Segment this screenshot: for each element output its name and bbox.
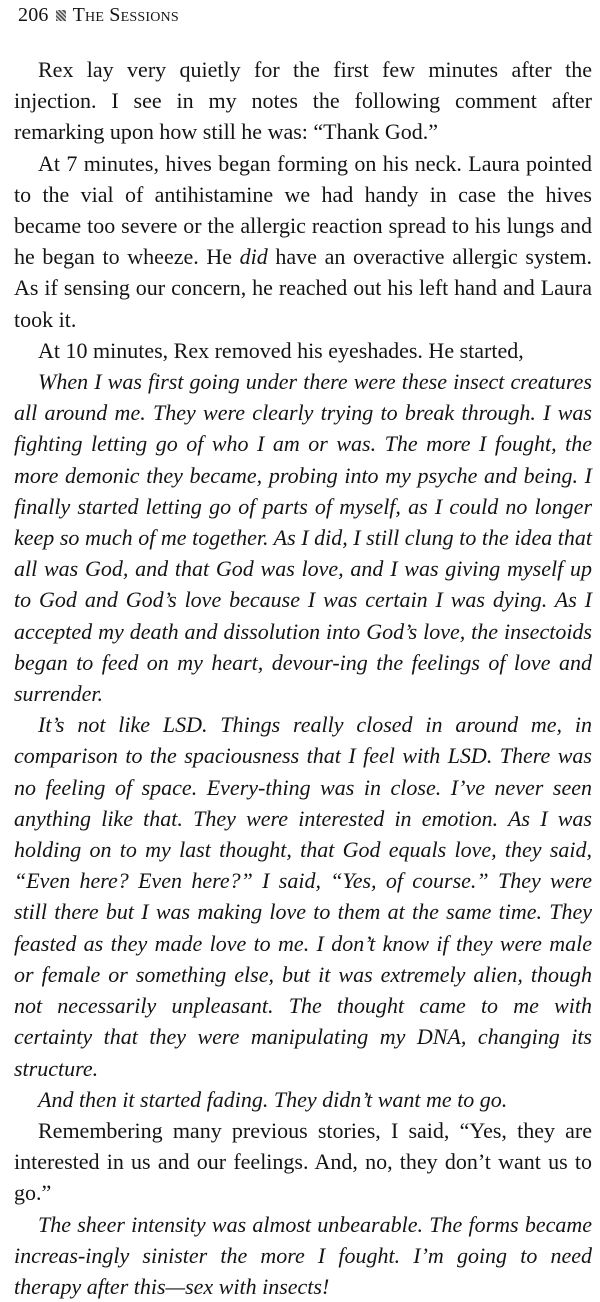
page-number: 206 (18, 3, 49, 26)
paragraph-not-like-lsd: It’s not like LSD. Things really closed in around me, in comparison to the spaciousness that I feel with LSD. There was no feeling of space. Every-thing was in close. I’ve never seen anything like that. They were interested in emotion. As I was holding on to my last thought, that God equals love, they said, “Even here? Even here?” I said, “Yes, of course.” They were still there but I was making love to them at the same time. They feasted as they made love to me. I don’t know if they were male or female or something else, but it was extremely alien, though not necessarily unpleasant. The thought came to me with certainty that they were manipulating my DNA, changing its structure. (14, 712, 592, 1081)
paragraph-intensity: The sheer intensity was almost unbearable. The forms became increas-ingly sinister the more I fought. I’m going to need therapy after this—sex with insects! (14, 1211, 592, 1299)
paragraph-eyeshades: At 10 minutes, Rex removed his eyeshades. He started, (38, 337, 524, 363)
paragraph-injection: Rex lay very quietly for the first few minutes after the injection. I see in my notes the following comment after remarking upon how still he was: “Thank God.” (14, 57, 592, 145)
paragraph-fading: And then it started fading. They didn’t want me to go. (38, 1086, 508, 1112)
paragraph-insect-creatures: When I was first going under there were these insect creatures all around me. They were clearly trying to break through. I was fighting letting go of who I am or was. The more I fought, the more demonic they became, probing into my psyche and being. I finally started letting go of parts of myself, as I could no longer keep so much of me together. As I did, I still clung to the idea that all was God, and that God was love, and I was giving myself up to God and God’s love because I was certain I was dying. As I accepted my death and dissolution into God’s love, the insectoids began to feed on my heart, devour-ing the feelings of love and surrender. (14, 369, 592, 707)
paragraph-hives (14, 148, 592, 335)
paragraph-hives-emphasis: did (239, 244, 268, 270)
paragraph-previous-stories: Remembering many previous stories, I said, “Yes, they are interested in us and our feelings. And, no, they don’t want us to go.” (14, 1117, 592, 1206)
paragraph-hives-text-start: At 7 minutes, hives began forming on his neck. Laura pointed to the vial of antihistamine we had handy in case the hives became too severe or the allergic reaction spread to his lungs and he began to wheeze. He (14, 150, 592, 270)
running-title: The Sessions (72, 3, 179, 26)
running-header (18, 2, 179, 28)
body-text (14, 54, 592, 1302)
square-ornament-icon (56, 10, 66, 21)
paragraph-hives-text-end: have an overactive allergic system. As if sensing our concern, he reached out his left hand and Laura took it. (14, 244, 592, 332)
